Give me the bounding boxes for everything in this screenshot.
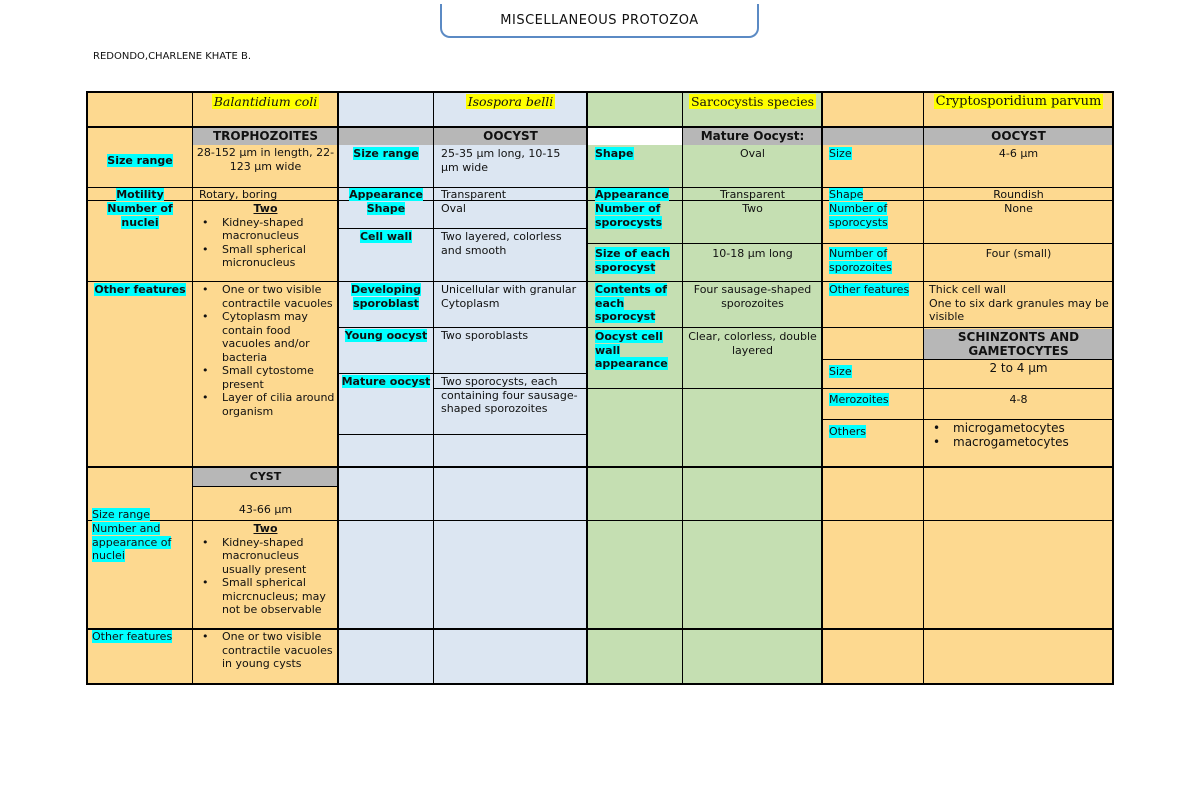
sarco-contents-label: Contents of each sporocyst: [595, 283, 667, 323]
sarco-sporocysts-value: Two: [742, 202, 763, 215]
crypto-sporocysts-value: None: [1004, 202, 1033, 215]
row-line: [87, 466, 1113, 468]
bcoli-cyst-header: CYST: [193, 467, 338, 487]
bcoli-cyst-other-label: Other features: [92, 630, 173, 643]
bcoli-size-value: 28-152 µm in length, 22-123 µm wide: [196, 146, 335, 173]
crypto-shape-value: Roundish: [993, 188, 1044, 201]
sarcocystis-stage-header: Mature Oocyst:: [683, 127, 822, 145]
crypto-others-value: [924, 420, 1113, 451]
bcoli-motility-label: Motility: [116, 188, 164, 201]
organism-name-cryptosporidium: Cryptosporidium parvum: [935, 94, 1102, 109]
bcoli-cyst-nuclei-value: [193, 520, 338, 619]
isospora-stage-gap: [338, 127, 434, 145]
page-title: MISCELLANEOUS PROTOZOA: [440, 4, 759, 38]
bcoli-nuclei-value: [193, 200, 338, 272]
sarco-sporocysts-label: Number of sporocysts: [595, 202, 663, 229]
row-line: [587, 388, 822, 389]
isospora-young-value: Two sporoblasts: [441, 329, 529, 342]
isospora-appearance-value: Transparent: [441, 188, 507, 201]
row-line: [822, 388, 1113, 389]
crypto-sporocysts-label: Number of sporocysts: [829, 202, 888, 229]
crypto-size2-value: 2 to 4 µm: [989, 361, 1048, 375]
row-line: [87, 126, 1113, 128]
list-item: • Small cytostome present: [196, 364, 335, 391]
sarco-appearance-value: Transparent: [719, 188, 786, 201]
bcoli-other-label: Other features: [94, 283, 186, 296]
crypto-size2-label: Size: [829, 365, 852, 378]
isospora-size-label: Size range: [353, 147, 419, 160]
list-item: • One to six dark granules may be visible: [924, 297, 1110, 324]
bcoli-cyst-other-value: [193, 628, 338, 673]
sarco-wall-value: Clear, colorless, double layered: [688, 330, 817, 357]
crypto-shape-label: Shape: [829, 188, 864, 201]
author-name: REDONDO,CHARLENE KHATE B.: [93, 51, 252, 62]
isospora-developing-label: Developing sporoblast: [351, 283, 421, 310]
bcoli-nuclei-head: Two: [253, 202, 278, 215]
isospora-mature-label: Mature oocyst: [341, 375, 431, 388]
sarco-shape-value: Oval: [740, 147, 765, 160]
sarco-contents-value: Four sausage-shaped sporozoites: [693, 283, 812, 310]
sarco-size-label: Size of each sporocyst: [595, 247, 670, 274]
list-item: • microgametocytes: [927, 422, 1110, 436]
list-item: • Thick cell wall: [924, 283, 1110, 297]
bcoli-cyst-nuclei-label: Number and appearance of nuclei: [92, 522, 172, 562]
row-line: [822, 243, 1113, 244]
sarco-size-value: 10-18 µm long: [712, 247, 793, 260]
list-item: • One or two visible contractile vacuoles in young cysts: [196, 630, 335, 671]
isospora-appearance-label: Appearance: [349, 188, 423, 201]
bcoli-label-column-bg: [87, 92, 193, 684]
isospora-cellwall-value: Two layered, colorless and smooth: [441, 230, 562, 257]
crypto-sporozoites-label: Number of sporozoites: [829, 247, 892, 274]
row-line: [193, 486, 338, 487]
crypto-stage2-header: SCHINZONTS AND GAMETOCYTES: [924, 329, 1113, 359]
crypto-other-label: Other features: [829, 283, 910, 296]
bcoli-other-value: [193, 281, 338, 420]
isospora-size-value: 25-35 µm long, 10-15 µm wide: [441, 147, 561, 174]
row-line: [822, 327, 1113, 328]
organism-name-sarcocystis: Sarcocystis species: [690, 94, 815, 109]
crypto-merozoites-label: Merozoites: [829, 393, 889, 406]
isospora-young-label: Young oocyst: [344, 329, 428, 342]
list-item: • macrogametocytes: [927, 436, 1110, 450]
organism-name-isospora: Isospora belli: [467, 94, 554, 109]
crypto-stage-header: OOCYST: [924, 127, 1113, 145]
table-border-bottom: [86, 683, 1114, 685]
isospora-cellwall-label: Cell wall: [359, 230, 413, 243]
isospora-developing-value: Unicellular with granular Cytoplasm: [441, 283, 577, 310]
isospora-mature-value: Two sporocysts, each containing four sausage-shaped sporozoites: [441, 375, 578, 415]
list-item: • Layer of cilia around organism: [196, 391, 335, 418]
sarco-shape-label: Shape: [595, 147, 634, 160]
crypto-other-value: [924, 281, 1113, 326]
isospora-shape-value: Oval: [441, 202, 466, 215]
crypto-merozoites-value: 4-8: [1009, 393, 1028, 406]
crypto-size-label: Size: [829, 147, 852, 160]
row-line: [587, 243, 822, 244]
crypto-others-label: Others: [829, 425, 866, 438]
isospora-stage-header: OOCYST: [434, 127, 587, 145]
list-item: • Kidney-shaped macronucleus: [196, 216, 335, 243]
bcoli-cyst-size-label: Size range: [92, 508, 151, 521]
sarco-appearance-label: Appearance: [595, 188, 669, 201]
bcoli-motility-value: Rotary, boring: [199, 188, 278, 201]
bcoli-stage-header: TROPHOZOITES: [193, 127, 338, 145]
list-item: • One or two visible contractile vacuoles: [196, 283, 335, 310]
crypto-stage-gap: [822, 127, 924, 145]
sarcocystis-stage-gap: [587, 127, 683, 145]
isospora-shape-label: Shape: [366, 202, 406, 215]
crypto-size-value: 4-6 µm: [998, 147, 1039, 160]
crypto-sporozoites-value: Four (small): [985, 247, 1052, 260]
row-line: [338, 434, 587, 435]
organism-name-bcoli: Balantidium coli: [213, 94, 318, 109]
list-item: • Cytoplasm may contain food vacuoles and/or bacteria: [196, 310, 335, 364]
bcoli-size-label: Size range: [107, 154, 173, 167]
list-item: • Small spherical micrcnucleus; may not be observable: [196, 576, 335, 617]
sarco-wall-label: Oocyst cell wall appearance: [595, 330, 668, 370]
list-item: • Small spherical micronucleus: [196, 243, 335, 270]
bcoli-cyst-size-value: 43-66 µm: [238, 503, 293, 516]
table-border-left: [86, 91, 88, 685]
bcoli-nuclei-label: Number of nuclei: [107, 202, 173, 229]
bcoli-cyst-nuclei-head: Two: [253, 522, 278, 535]
list-item: • Kidney-shaped macronucleus usually present: [196, 536, 335, 577]
